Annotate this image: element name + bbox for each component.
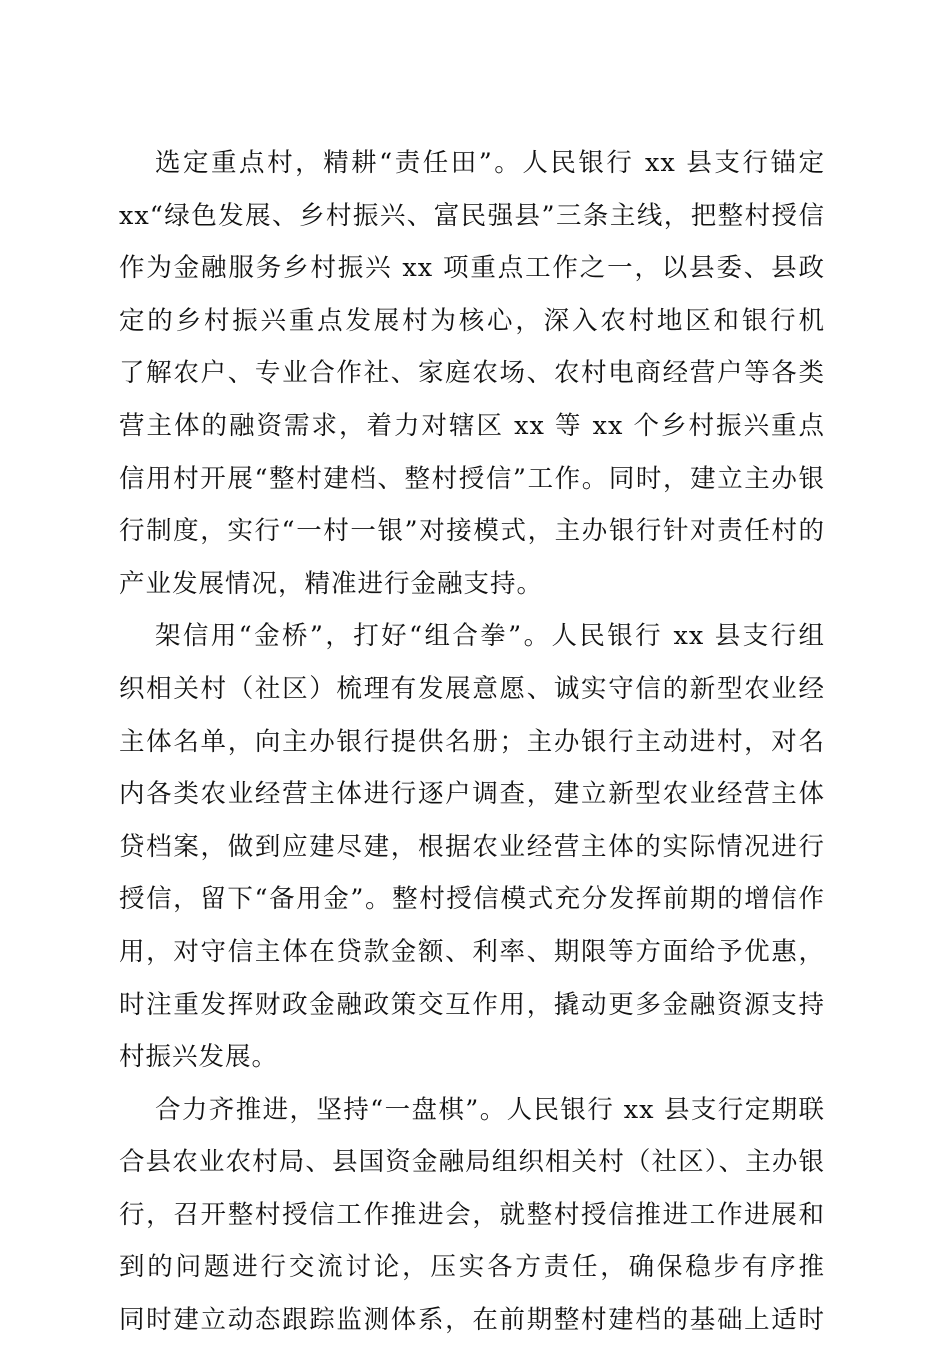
paragraph-line: 营主体的融资需求，着力对辖区 xx 等 xx 个乡村振兴重点 xyxy=(119,410,825,441)
paragraph-line: 到的问题进行交流讨论，压实各方责任，确保稳步有序推 xyxy=(119,1252,825,1283)
paragraph-line: 贷档案，做到应建尽建，根据农业经营主体的实际情况进行 xyxy=(119,831,825,862)
paragraph-line: 信用村开展“整村建档、整村授信”工作。同时，建立主办银 xyxy=(119,463,825,494)
paragraph-line: 内各类农业经营主体进行逐户调查，建立新型农业经营主体 xyxy=(119,779,825,810)
paragraph-line: 合县农业农村局、县国资金融局组织相关村（社区）、主办银 xyxy=(119,1147,825,1178)
paragraph-key-villages xyxy=(119,137,825,610)
paragraph-line: 授信，留下“备用金”。整村授信模式充分发挥前期的增信作 xyxy=(119,884,825,915)
paragraph-line: 时注重发挥财政金融政策交互作用，撬动更多金融资源支持 xyxy=(119,989,825,1020)
paragraph-line: 同时建立动态跟踪监测体系，在前期整村建档的基础上适时 xyxy=(119,1305,825,1336)
paragraph-line: 定的乡村振兴重点发展村为核心，深入农村地区和银行机 xyxy=(119,305,825,336)
paragraph-line: 作为金融服务乡村振兴 xx 项重点工作之一，以县委、县政 xyxy=(119,253,825,284)
paragraph-line: 织相关村（社区）梳理有发展意愿、诚实守信的新型农业经 xyxy=(119,673,825,704)
paragraph-line: 行，召开整村授信工作推进会，就整村授信推进工作进展和 xyxy=(119,1199,825,1230)
document-body xyxy=(119,137,825,1347)
paragraph-credit-bridge xyxy=(119,610,825,1083)
paragraph-line: 用，对守信主体在贷款金额、利率、期限等方面给予优惠， xyxy=(119,936,825,967)
paragraph-line: 主体名单，向主办银行提供名册；主办银行主动进村，对名 xyxy=(119,726,825,757)
paragraph-line: 选定重点村，精耕“责任田”。人民银行 xx 县支行锚定 xyxy=(155,148,825,178)
paragraph-line: 了解农户、专业合作社、家庭农场、农村电商经营户等各类 xyxy=(119,358,825,389)
paragraph-line: 行制度，实行“一村一银”对接模式，主办银行针对责任村的 xyxy=(119,516,825,547)
paragraph-line: 架信用“金桥”，打好“组合拳”。人民银行 xx 县支行组 xyxy=(155,621,825,652)
paragraph-joint-promotion xyxy=(119,1084,825,1347)
paragraph-line: 合力齐推进，坚持“一盘棋”。人民银行 xx 县支行定期联 xyxy=(155,1094,825,1125)
paragraph-line: 村振兴发展。 xyxy=(119,1042,279,1073)
paragraph-line: 产业发展情况，精准进行金融支持。 xyxy=(119,568,544,599)
paragraph-line: xx“绿色发展、乡村振兴、富民强县”三条主线，把整村授信 xyxy=(119,200,825,231)
